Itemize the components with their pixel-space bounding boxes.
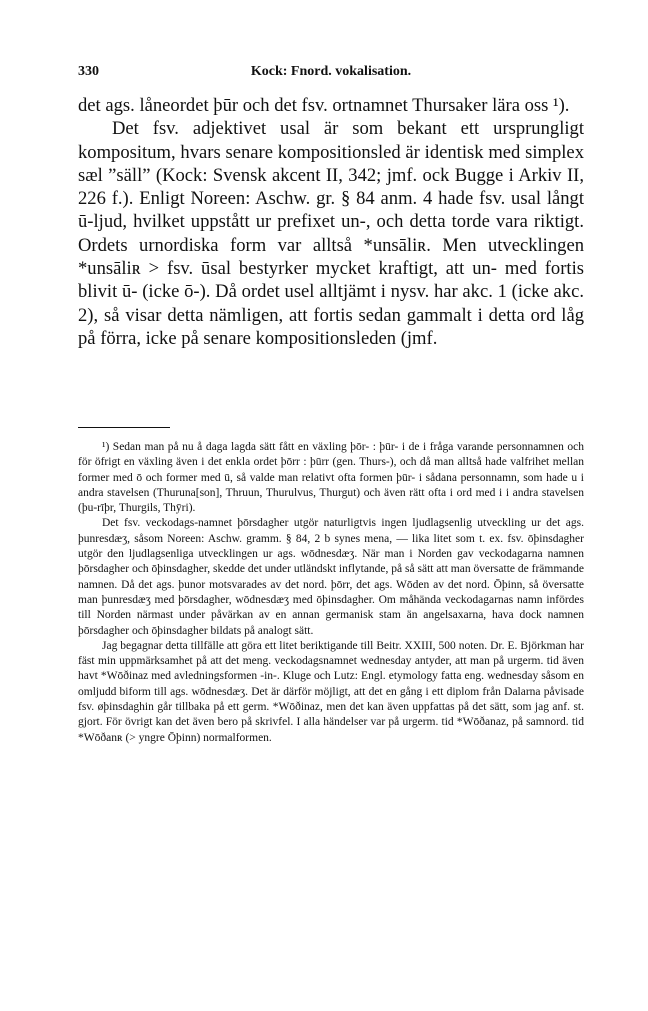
- running-title: Kock: Fnord. vokalisation.: [250, 64, 412, 79]
- footnote-2: Det fsv. veckodags-namnet þōrsdagher utgör naturligtvis ingen ljudlagsenlig utveckling ur det ags. þunresdæʒ, såsom Noreen: Aschw. gramm. § 84, 2 b synes mena, — lika litet som t. ex. fsv. ōþinsdagher utgör den ljudlagsenliga utvecklingen ur ags. wōdnesdæʒ. När man i Norden gav veckodagarna namnen þōrsdagher och ōþinsdagher, skedde det under utländskt inflytande, på så sätt att man översatte de främmande namnen. Då det ags. þunor motsvarades av det nord. þōrr, det ags. Wōden av det nord. Ōþinn, så översatte man þunresdæʒ med þōrsdagher, wōdnesdæʒ med ōþinsdagher. Om måhända veckodagarnas namn infördes till Norden närmast under påvärkan av en annan germanisk stam än angelsaxarna, hava dock namnen þōrsdagher och ōþinsdagher bildats på analogt sätt.: [78, 517, 584, 637]
- body-paragraph-continuation: det ags. låneordet þūr och det fsv. ortnamnet Thursaker lära oss ¹).: [78, 95, 570, 116]
- footnote-rule: [78, 427, 170, 428]
- footnote-3: Jag begagnar detta tillfälle att göra ett litet beriktigande till Beitr. XXIII, 500 noten. Dr. E. Björkman har fäst min uppmärksamhet på att det meng. veckodagsnamnet wednesday antyder, att man på urgerm. tid även havt *Wōðinaz med avledningsformen -in-. Kluge och Lutz: Engl. etymology fatta eng. wednesday såsom en omljudd biform till ags. wōdnesdæʒ. Det är därför möjligt, att det en gång i ett diplom från Dalarna påvisade fsv. øþinsdaghin går tillbaka på ett germ. *Wōðinaz, men det kan även uppfattas på det sätt, som jag anf. st. gjort. För övrigt kan det även bero på skrivfel. I alla händelser var på urgerm. tid *Wōðanaz, på samnord. tid *Wōðanʀ (> yngre Ōþinn) normalformen.: [78, 639, 584, 744]
- running-header: [78, 64, 584, 86]
- footnote-1: ¹) Sedan man på nu å daga lagda sätt fått en växling þōr- : þūr- i de i fråga varande personnamnen och för öfrigt en växling även i det enkla ordet þōrr : þūrr (gen. Thurs-), och då man alltså hade valfrihet mellan former med ō och former med ū, så valde man relativt ofta formen þūr- i sådana personnamn, som hade u i andra stavelsen (Thuruna[son], Thruun, Thurulvus, Thurgut) och även rätt ofta i ord med i i andra stavelsen (þu-rīþr, Thurgils, Thȳri).: [78, 441, 584, 515]
- main-text: [78, 94, 584, 350]
- body-paragraph-usal: Det fsv. adjektivet usal är som bekant ett ursprungligt kompositum, hvars senare kompositionsled är identisk med simplex sæl ”säll” (Kock: Svensk akcent II, 342; jmf. ock Bugge i Arkiv II, 226 f.). Enligt Noreen: Aschw. gr. § 84 anm. 4 hade fsv. usal långt ū-ljud, hvilket uppstått ur prefixet un-, och detta torde vara riktigt. Ordets urnordiska form var alltså *unsāliʀ. Men utvecklingen *unsāliʀ > fsv. ūsal bestyrker mycket kraftigt, att un- med fortis blivit ū- (icke ō-). Då ordet usel alltjämt i nysv. har akc. 1 (icke akc. 2), så visar detta nämligen, att fortis sedan gammalt i detta ord låg på förra, icke på senare kompositionsleden (jmf.: [78, 118, 584, 349]
- footnotes: [78, 440, 584, 746]
- page-number: 330: [78, 64, 99, 79]
